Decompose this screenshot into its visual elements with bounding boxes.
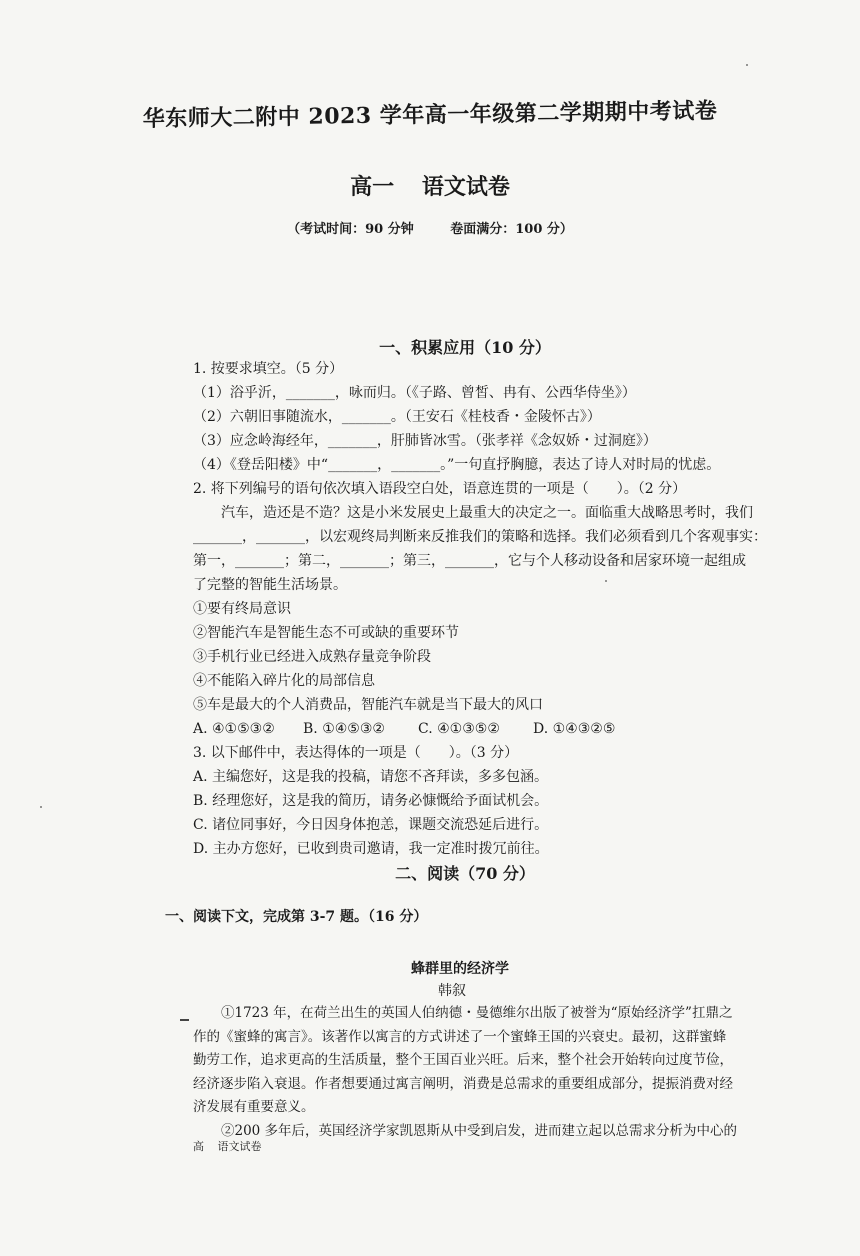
passage-line: 了完整的智能生活场景。 xyxy=(193,577,347,593)
question-line: （4）《登岳阳楼》中“_______，_______。”一句直抒胸臆，表达了诗人对时局的忧虑。 xyxy=(193,457,721,473)
section-heading-2: 二、阅读（70 分） xyxy=(395,864,535,883)
exam-time: （考试时间：90 分钟 xyxy=(287,222,414,237)
exam-meta xyxy=(0,218,860,237)
choice-line: B. 经理您好，这是我的简历，请务必慷慨给予面试机会。 xyxy=(193,793,549,809)
scan-speck xyxy=(605,580,607,582)
choice-a: A. ④①⑤③② xyxy=(193,721,275,737)
question-line: （3）应念岭海经年，_______，肝肺皆冰雪。（张孝祥《念奴娇・过洞庭》） xyxy=(193,433,657,449)
choice-d: D. ①④③②⑤ xyxy=(533,721,616,737)
essay-title: 蜂群里的经济学 xyxy=(411,961,509,977)
choice-b: B. ①④⑤③② xyxy=(303,721,385,737)
choice-c: C. ④①③⑤② xyxy=(418,721,500,737)
passage-line: 第一，_______；第二，_______；第三，_______，它与个人移动设备和居家环境一起组成 xyxy=(193,553,746,569)
part-title: 一、阅读下文，完成第 3-7 题。（16 分） xyxy=(165,909,428,925)
footer-left: 高 xyxy=(193,1140,204,1153)
exam-title: 华东师大二附中 2023 学年高一年级第二学期期中考试卷 xyxy=(142,97,718,133)
footer-right: 语文试卷 xyxy=(217,1140,262,1153)
question-line: （1）浴乎沂，_______，咏而归。（《子路、曾皙、冉有、公西华侍坐》） xyxy=(193,385,636,401)
option-line: ②智能汽车是智能生态不可或缺的重要环节 xyxy=(193,625,459,641)
page-footer xyxy=(193,1138,272,1154)
subject-label: 语文试卷 xyxy=(421,174,510,200)
exam-score: 卷面满分：100 分） xyxy=(450,222,573,237)
option-line: ①要有终局意识 xyxy=(193,601,291,617)
option-line: ③手机行业已经进入成熟存量竞争阶段 xyxy=(193,649,431,665)
essay-line: 济发展有重要意义。 xyxy=(193,1099,315,1115)
option-line: ④不能陷入碎片化的局部信息 xyxy=(193,673,375,689)
passage-line: 汽车，造还是不造？这是小米发展史上最重大的决定之一。面临重大战略思考时，我们 xyxy=(221,505,753,521)
question-line: 2. 将下列编号的语句依次填入语段空白处，语意连贯的一项是（ ）。（2 分） xyxy=(193,481,687,497)
essay-line: 经济逐步陷入衰退。作者想要通过寓言阐明，消费是总需求的重要组成部分，提振消费对经 xyxy=(193,1075,733,1092)
grade-label: 高一 xyxy=(350,174,395,200)
choice-line: A. 主编您好，这是我的投稿，请您不吝拜读，多多包涵。 xyxy=(193,769,549,785)
scan-speck xyxy=(746,64,748,66)
scan-mark xyxy=(180,1019,189,1021)
essay-author: 韩叙 xyxy=(438,983,466,999)
passage-line: _______，_______，以宏观终局判断来反推我们的策略和选择。我们必须看到几个客观事实： xyxy=(193,529,767,545)
choice-line: C. 诸位同事好，今日因身体抱恙，课题交流恐延后进行。 xyxy=(193,817,549,833)
question-line: （2）六朝旧事随流水，_______。（王安石《桂枝香・金陵怀古》） xyxy=(193,409,601,425)
exam-subtitle xyxy=(0,170,860,201)
choice-line: D. 主办方您好，已收到贵司邀请，我一定准时拨冗前往。 xyxy=(193,841,549,857)
choice-row xyxy=(193,717,788,741)
essay-line: ①1723 年，在荷兰出生的英国人伯纳德・曼德维尔出版了被誉为“原始经济学”扛鼎之 xyxy=(221,1005,733,1021)
essay-line: 作的《蜜蜂的寓言》。该著作以寓言的方式讲述了一个蜜蜂王国的兴衰史。最初，这群蜜蜂 xyxy=(193,1028,727,1045)
essay-line: 勤劳工作，追求更高的生活质量，整个王国百业兴旺。后来，整个社会开始转向过度节俭， xyxy=(193,1052,733,1068)
section-heading-1: 一、积累应用（10 分） xyxy=(379,338,551,357)
scan-speck xyxy=(40,806,42,808)
essay-line: ②200 多年后，英国经济学家凯恩斯从中受到启发，进而建立起以总需求分析为中心的 xyxy=(221,1122,738,1139)
essay-body xyxy=(193,1002,783,1143)
section-1-body xyxy=(193,357,788,861)
question-line: 3. 以下邮件中，表达得体的一项是（ ）。（3 分） xyxy=(193,745,519,761)
option-line: ⑤车是最大的个人消费品，智能汽车就是当下最大的风口 xyxy=(193,697,543,713)
question-line: 1. 按要求填空。（5 分） xyxy=(193,361,344,377)
